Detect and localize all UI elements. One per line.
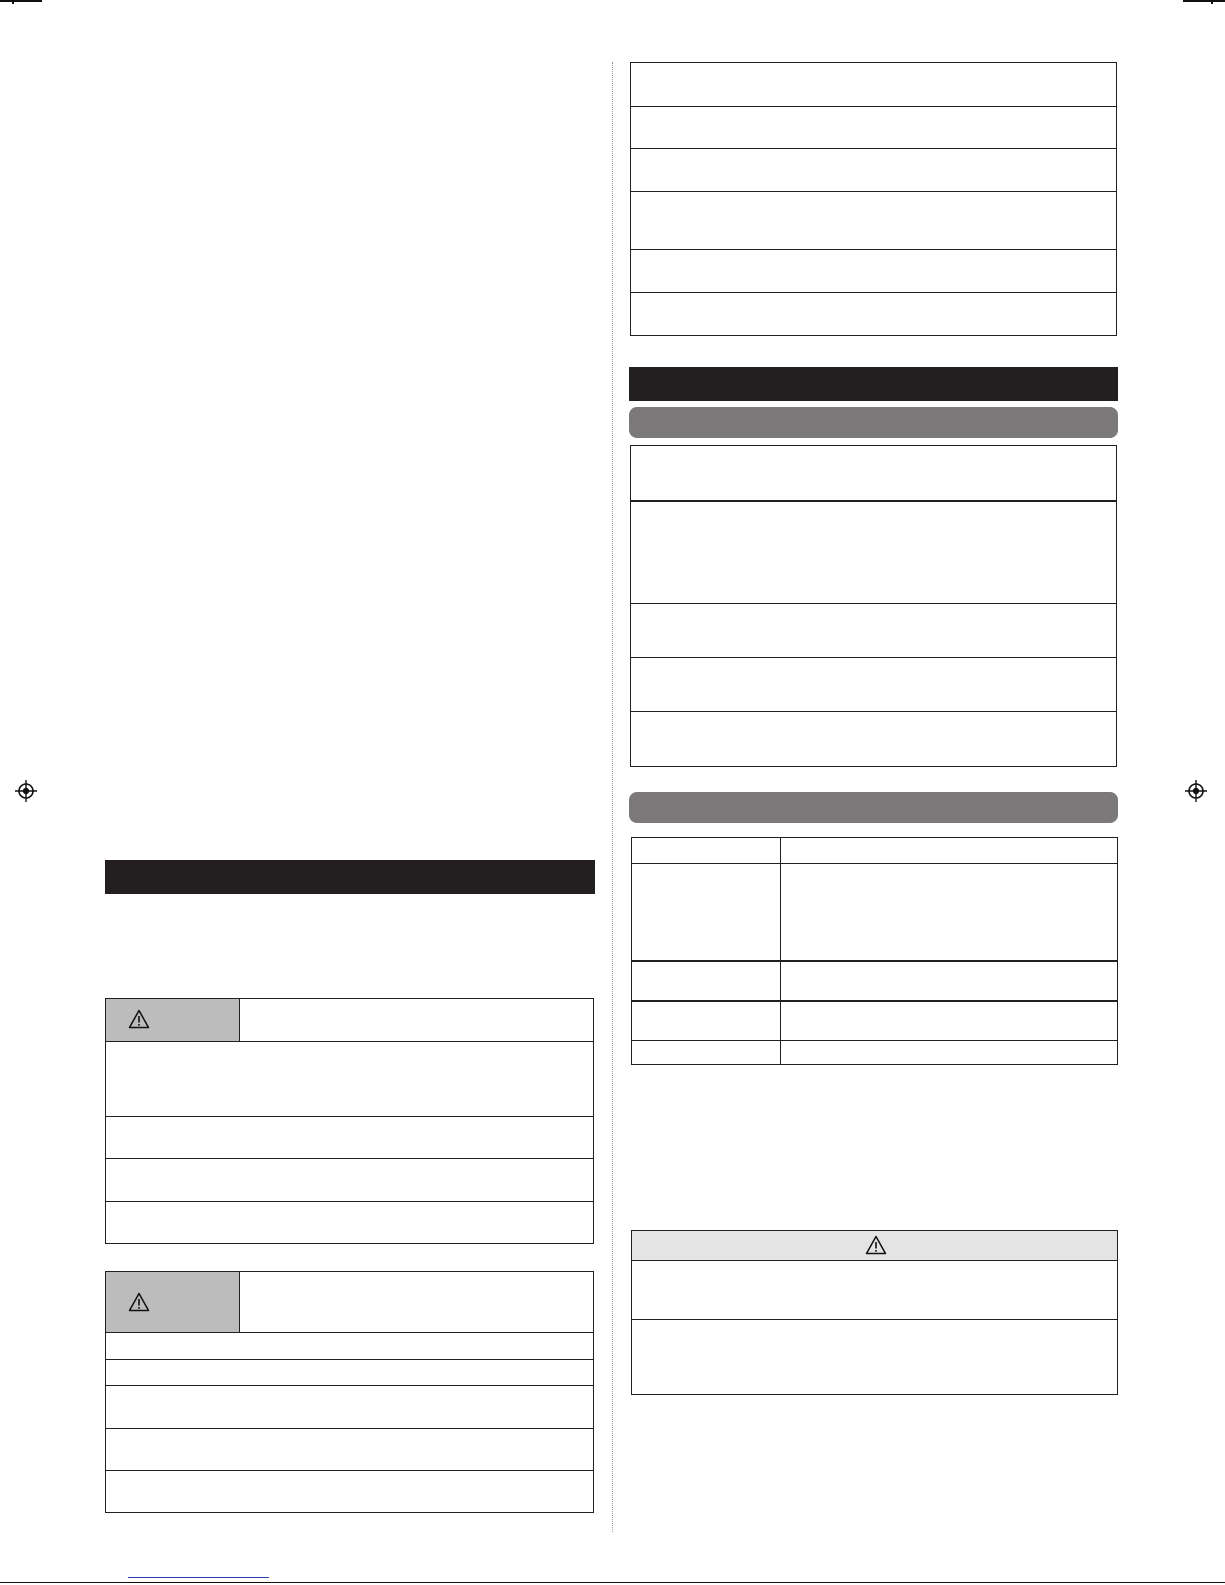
right-caution-box	[631, 1230, 1118, 1395]
right-middle-row-divider	[631, 500, 1116, 502]
left-section-heading-bar	[105, 860, 595, 894]
caution-row-divider	[106, 1332, 593, 1333]
right-two-column-row-divider	[632, 1040, 1117, 1041]
right-caution-row-divider	[632, 1319, 1117, 1320]
warning-row-divider	[106, 1201, 593, 1202]
crop-mark-top-right-vertical	[1211, 0, 1213, 4]
subsection-heading-bar-1	[629, 407, 1118, 438]
caution-triangle-icon	[865, 1235, 887, 1255]
subsection-heading-bar-2	[629, 792, 1118, 823]
registration-mark-icon-right	[1185, 780, 1207, 802]
right-middle-row-divider	[631, 603, 1116, 604]
caution-row-divider	[106, 1385, 593, 1386]
caution-row-divider	[106, 1428, 593, 1429]
warning-row-divider	[106, 1158, 593, 1159]
right-two-column-row-divider	[632, 863, 1117, 864]
right-middle-row-divider	[631, 657, 1116, 658]
warning-label-cell	[106, 999, 240, 1041]
right-top-row-divider	[631, 191, 1116, 192]
right-two-column-row-divider	[632, 960, 1117, 962]
warning-triangle-icon	[128, 1009, 150, 1029]
crop-mark-top-right	[1183, 0, 1225, 2]
crop-mark-top-left	[0, 0, 42, 2]
right-top-row-divider	[631, 292, 1116, 293]
right-two-column-table	[631, 837, 1118, 1065]
right-two-column-row-divider	[632, 1000, 1117, 1002]
right-top-row-divider	[631, 106, 1116, 107]
warning-row-divider	[106, 1041, 593, 1042]
caution-triangle-icon	[128, 1292, 150, 1312]
right-top-row-divider	[631, 148, 1116, 149]
warning-table	[105, 998, 594, 1244]
right-two-column-divider	[780, 838, 781, 1064]
caution-row-divider	[106, 1359, 593, 1360]
footer-rule	[0, 1582, 1225, 1583]
right-middle-row-divider	[631, 711, 1116, 712]
caution-row-divider	[106, 1470, 593, 1471]
registration-mark-icon-left	[15, 780, 37, 802]
right-top-table	[630, 62, 1117, 336]
right-middle-table	[630, 445, 1117, 767]
right-section-heading-bar	[629, 367, 1118, 401]
caution-label-cell	[106, 1272, 240, 1332]
caution-table	[105, 1271, 594, 1513]
footer-link-underline[interactable]	[128, 1577, 269, 1578]
crop-mark-top-left-vertical	[12, 0, 14, 4]
right-top-row-divider	[631, 249, 1116, 250]
column-divider	[612, 62, 613, 1532]
warning-row-divider	[106, 1116, 593, 1117]
